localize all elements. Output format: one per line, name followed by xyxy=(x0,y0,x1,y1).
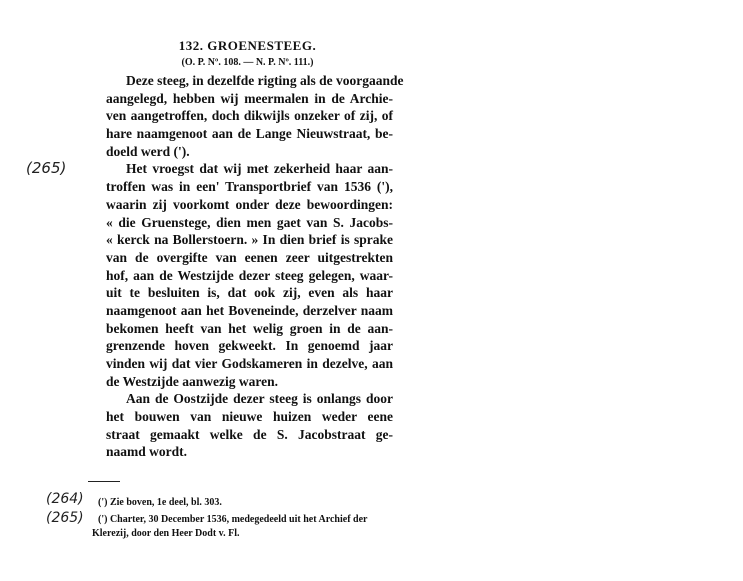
text-line: grenzende hoven gekweekt. In genoemd jaar xyxy=(106,338,393,354)
text-line: hof, aan de Westzijde dezer steeg gelegen, waar- xyxy=(106,267,393,283)
handwritten-footnote-note: (265) xyxy=(46,510,84,526)
handwritten-footnote-note: (264) xyxy=(46,491,84,507)
section-title: 132. GROENESTEEG. xyxy=(178,38,317,53)
text-line: « die Gruenstege, dien men gaet van S. Jacobs- xyxy=(106,214,393,230)
text-line: troffen was in een' Transportbrief van 1536 ('), xyxy=(106,179,393,195)
text-line: waarin zij voorkomt onder deze bewoordingen: xyxy=(106,196,393,212)
text-line: bekomen heeft van het welig groen in de aan- xyxy=(106,320,393,336)
handwritten-margin-note: (265) xyxy=(26,159,67,177)
text-line: aangelegd, hebben wij meermalen in de Archie- xyxy=(106,90,393,106)
text-line: de Westzijde aanwezig waren. xyxy=(106,373,278,389)
text-line: naamgenoot aan het Boveneinde, derzelver naam xyxy=(106,302,393,318)
text-line: « kerck na Bollerstoern. » In dien brief is sprake xyxy=(106,232,393,248)
text-line: straat gemaakt welke de S. Jacobstraat ge- xyxy=(106,426,393,442)
text-line: naamd wordt. xyxy=(106,444,188,460)
text-line: doeld werd ('). xyxy=(106,143,190,159)
text-line: ven aangetroffen, doch dikwijls onzeker of zij, of xyxy=(106,108,393,124)
text-line: hare naamgenoot aan de Lange Nieuwstraat, be- xyxy=(106,126,393,142)
footnote-1: (') Zie boven, 1e deel, bl. 303. xyxy=(98,497,222,508)
text-line: het bouwen van nieuwe huizen weder eene xyxy=(106,409,393,425)
text-line: Aan de Oostzijde dezer steeg is onlangs door xyxy=(126,391,393,407)
text-line: van de overgifte van eenen zeer uitgestrekten xyxy=(106,249,393,265)
footnote-2: (') Charter, 30 December 1536, medegedeeld uit het Archief der xyxy=(98,514,368,525)
text-line: uit te besluiten is, dat ook zij, even als haar xyxy=(106,285,393,301)
section-subtitle: (O. P. Nº. 108. — N. P. Nº. 111.) xyxy=(181,57,314,68)
footnote-divider xyxy=(88,481,120,482)
body-text xyxy=(106,72,404,461)
text-line: vinden wij dat vier Godskameren in dezelve, aan xyxy=(106,356,393,371)
footnote-2-continued: Klerezij, door den Heer Dodt v. Fl. xyxy=(92,528,240,539)
text-line: Het vroegst dat wij met zekerheid haar aan- xyxy=(126,161,393,177)
text-line: Deze steeg, in dezelfde rigting als de voorgaande xyxy=(126,73,404,88)
